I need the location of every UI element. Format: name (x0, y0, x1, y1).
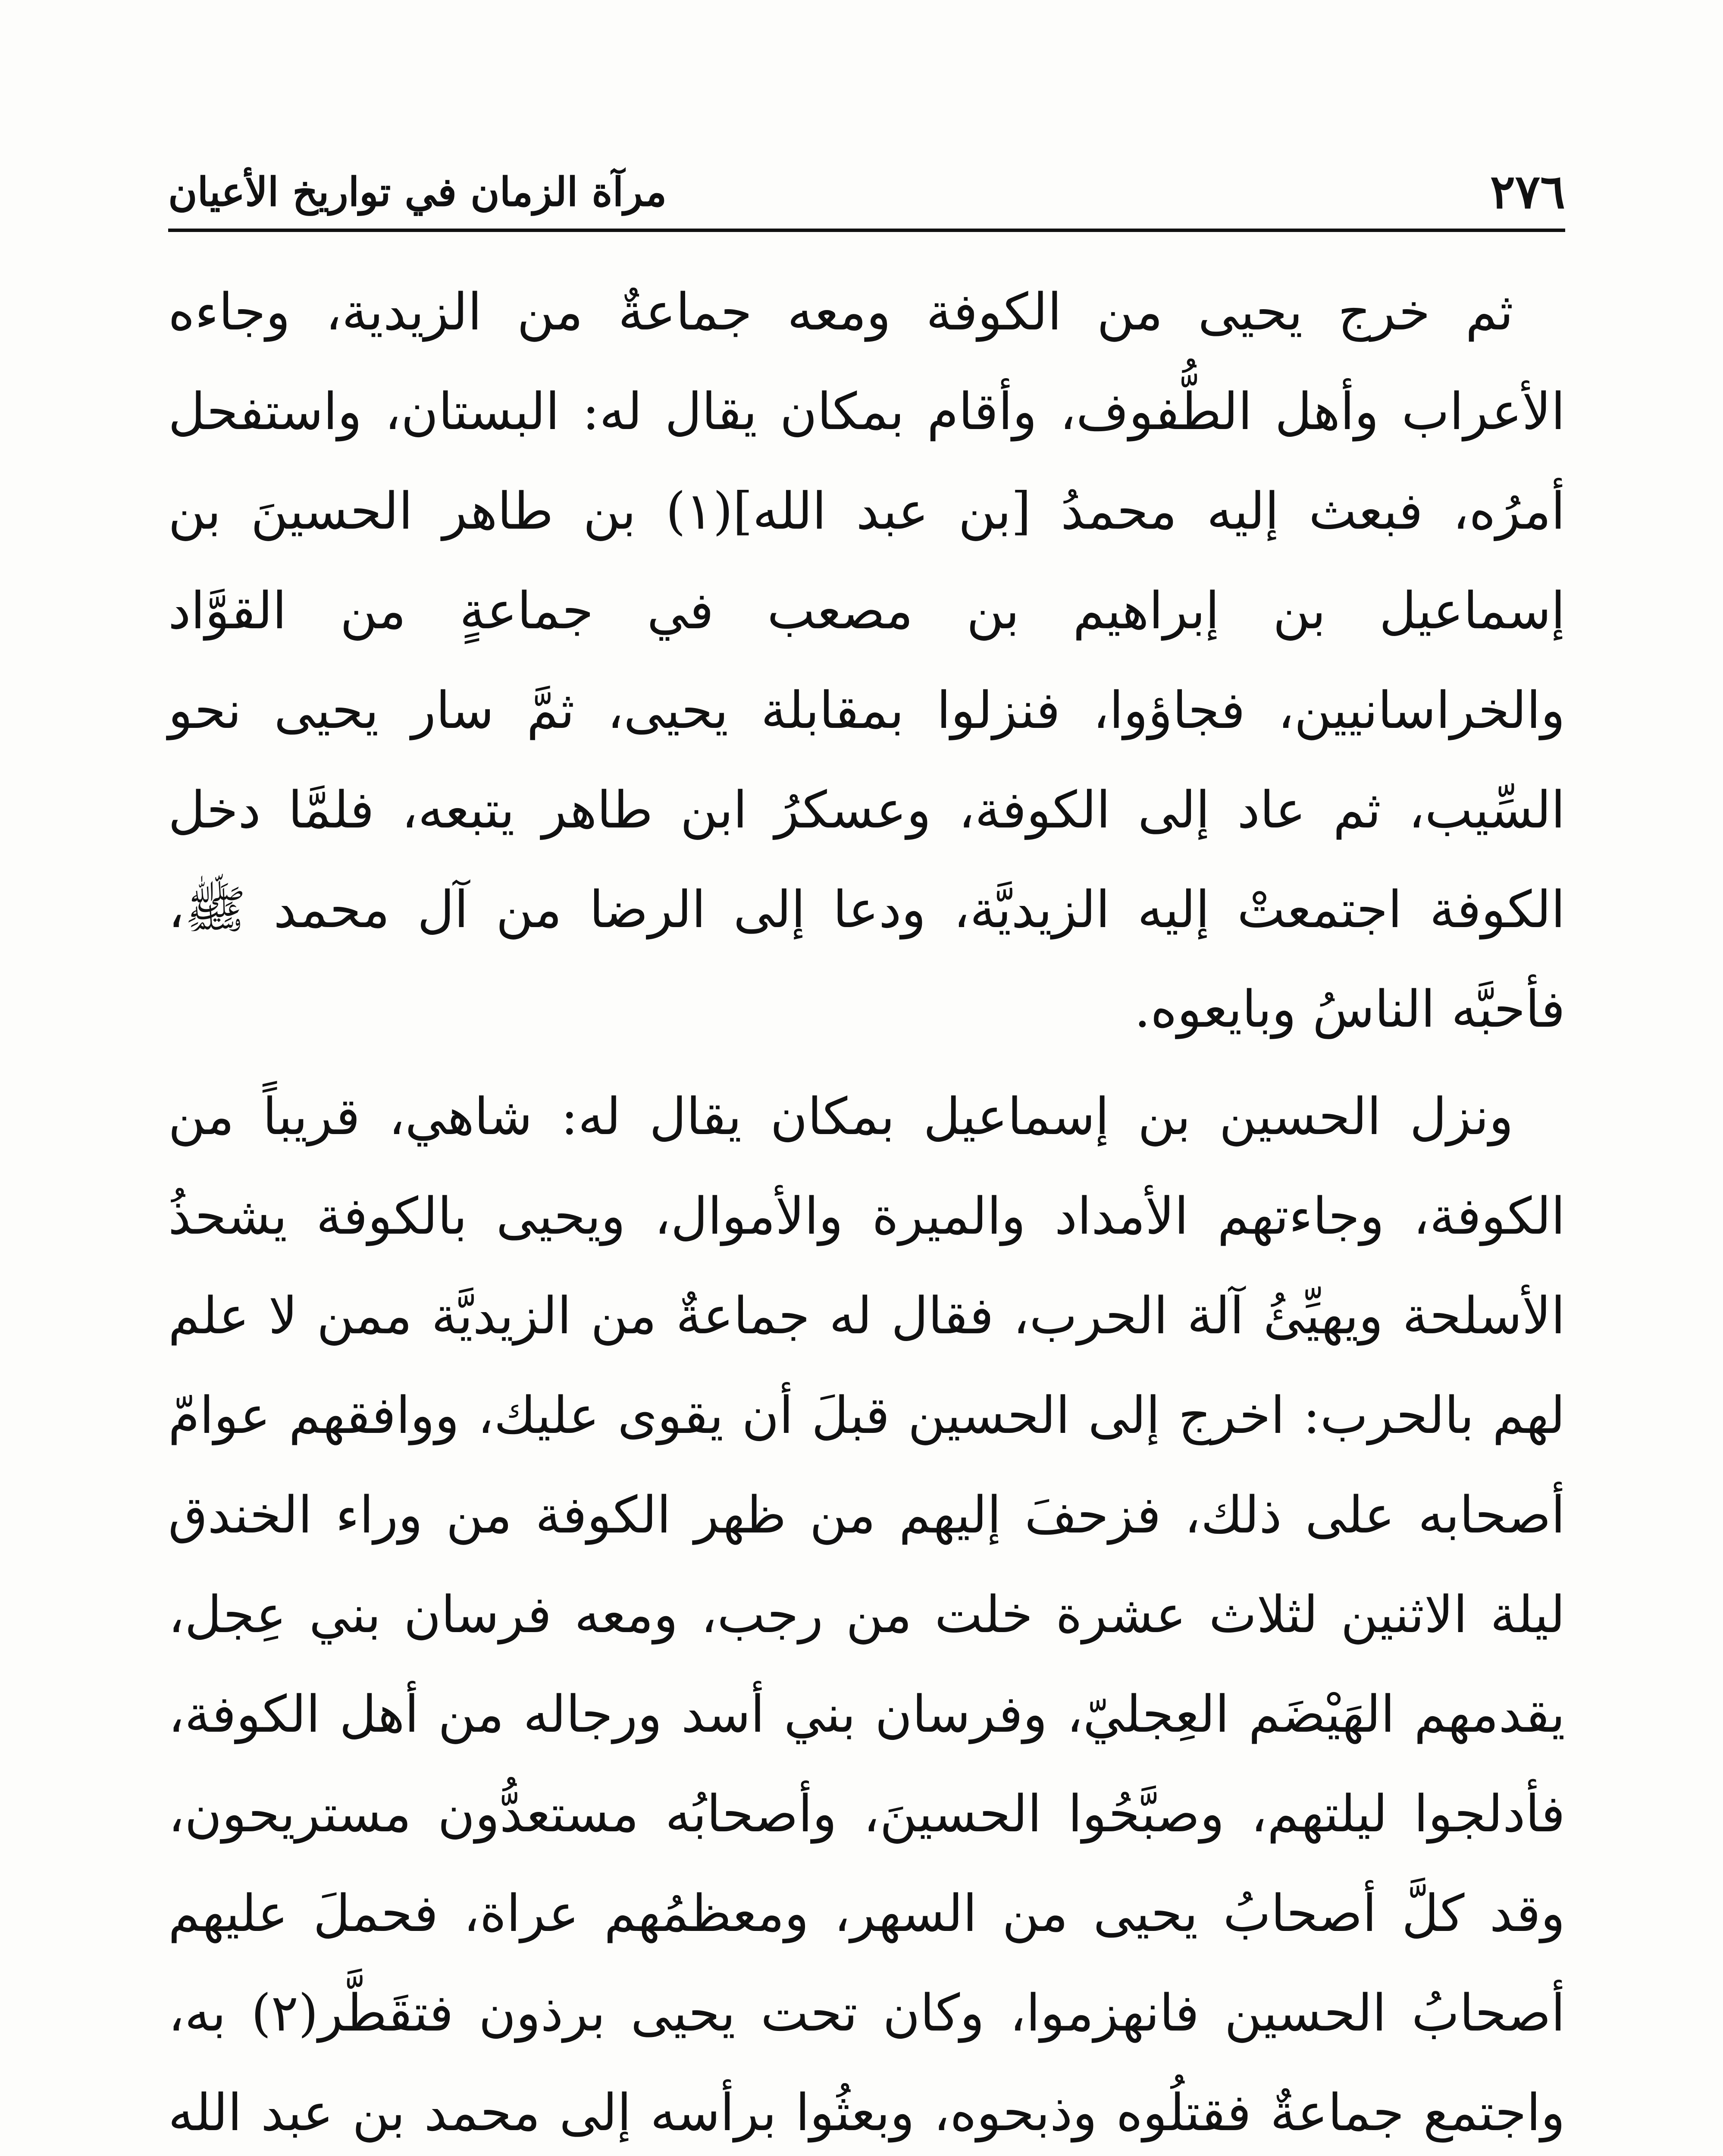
running-title: مرآة الزمان في تواريخ الأعيان (168, 169, 667, 215)
paragraph: ثم خرج يحيى من الكوفة ومعه جماعةٌ من الزيدية، وجاءه الأعراب وأهل الطُّفوف، وأقام بمكان يقال له: البستان، واستفحل أمرُه، فبعث إليه محمدُ [بن عبد الله](١) بن طاهر الحسينَ بن إسماعيل بن إبراهيم بن مصعب في جماعةٍ من القوَّاد والخراسانيين، فجاؤوا، فنزلوا بمقابلة يحيى، ثمَّ سار يحيى نحو السِّيب، ثم عاد إلى الكوفة، وعسكرُ ابن طاهر يتبعه، فلمَّا دخل الكوفة اجتمعتْ إليه الزيديَّة، ودعا إلى الرضا من آل محمد ﷺ، فأحبَّه الناسُ وبايعوه. (168, 282, 1565, 1039)
book-page (168, 164, 1565, 2156)
page-number: ٢٧٦ (1490, 165, 1565, 219)
page-header (168, 164, 1565, 232)
paragraph: ونزل الحسين بن إسماعيل بمكان يقال له: شاهي، قريباً من الكوفة، وجاءتهم الأمداد والميرة والأموال، ويحيى بالكوفة يشحذُ الأسلحة ويهيِّئُ آلة الحرب، فقال له جماعةٌ من الزيديَّة ممن لا علم لهم بالحرب: اخرج إلى الحسين قبلَ أن يقوى عليك، ووافقهم عوامّ أصحابه على ذلك، فزحفَ إليهم من ظهر الكوفة من وراء الخندق ليلة الاثنين لثلاث عشرة خلت من رجب، ومعه فرسان بني عِجل، يقدمهم الهَيْضَم العِجليّ، وفرسان بني أسد ورجاله من أهل الكوفة، فأدلجوا ليلتهم، وصبَّحُوا الحسينَ، وأصحابُه مستعدُّون مستريحون، وقد كلَّ أصحابُ يحيى من السهر، ومعظمُهم عراة، فحملَ عليهم أصحابُ الحسين فانهزموا، وكان تحت يحيى برذون فتقَطَّر(٢) به، واجتمع جماعةٌ فقتلُوه وذبحوه، وبعثُوا برأسه إلى محمد بن عبد الله (168, 1087, 1565, 2142)
main-text (168, 262, 1565, 2156)
